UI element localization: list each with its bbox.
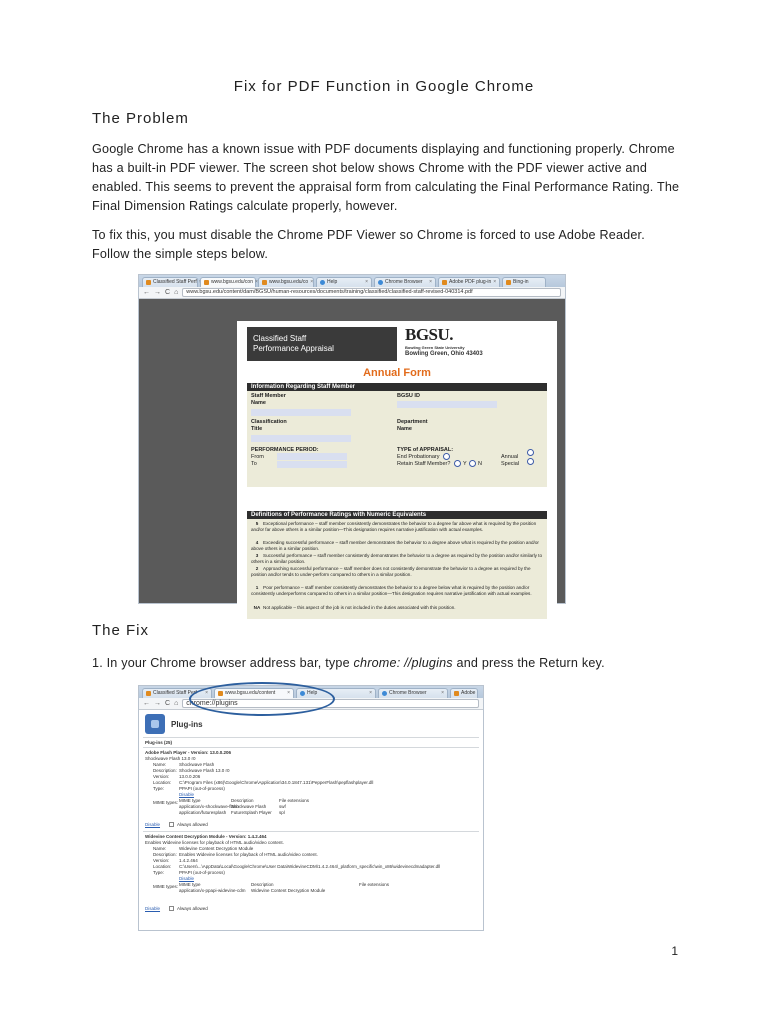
browser-toolbar <box>139 287 565 299</box>
tab-strip <box>139 275 565 287</box>
close-icon: × <box>254 279 258 285</box>
tab: Chrome Browser × <box>378 688 448 698</box>
radio-button <box>443 453 450 460</box>
form-title: Annual Form <box>363 367 431 379</box>
close-icon: × <box>429 279 432 285</box>
problem-heading: The Problem <box>92 110 189 127</box>
rating-definition: NA Not applicable – this aspect of the job is not included in the duties associated with this position. <box>253 605 456 610</box>
tab: Chrome Browser × <box>374 277 436 287</box>
tab: www.bgsu.edu/co × <box>258 277 314 287</box>
tab: Classified Staff Perf <box>142 277 198 287</box>
tab: www.bgsu.edu/con × <box>200 277 256 287</box>
section-bar: Information Regarding Staff Member <box>247 383 547 391</box>
form-field <box>251 409 351 416</box>
tab: Bing-in <box>502 277 546 287</box>
problem-paragraph-1: Google Chrome has a known issue with PDF documents displaying and functioning properly. Chrome has a built-in PDF viewer. The screen shot below shows Chrome with the PDF viewer active and enabled. This seems to prevent the appraisal form from calculating the Final Performance Rating. The Final Dimension Ratings calculate properly, however. <box>92 142 680 213</box>
form-field <box>397 401 497 408</box>
bgsu-logo: BGSU. <box>405 325 454 344</box>
close-icon: × <box>310 279 314 285</box>
divider <box>143 747 479 748</box>
fix-step-1: 1. In your Chrome browser address bar, type chrome: //plugins and press the Return key. <box>92 656 605 670</box>
tab: Help × <box>296 688 376 698</box>
reload-icon: C <box>165 700 171 707</box>
chrome-icon <box>320 280 325 285</box>
chrome-plugins-screenshot <box>138 685 484 931</box>
form-field <box>251 435 351 442</box>
page-icon <box>204 280 209 285</box>
problem-paragraph-2: To fix this, you must disable the Chrome PDF Viewer so Chrome is forced to use Adobe Reader. Follow the simple steps below. <box>92 228 645 261</box>
logo-subtitle: Bowling Green State University <box>405 345 465 350</box>
page-icon <box>442 280 447 285</box>
radio-button <box>527 458 534 465</box>
plugin-name: Widevine Content Decryption Module - Version: 1.4.2.464 <box>145 834 267 839</box>
reload-icon: C <box>165 289 171 296</box>
page-icon <box>506 280 511 285</box>
rating-definition: 1 Poor performance – staff member consistently demonstrates the behavior to a degree below what is required by the position and/or consistently underperforms compared to others in a similar position—This designation requires narrative justification with actual examples. <box>251 585 532 596</box>
section-bar: Definitions of Performance Ratings with Numeric Equivalents <box>247 511 547 519</box>
close-icon: × <box>369 690 372 696</box>
close-icon: × <box>287 690 290 696</box>
disable-link: Disable <box>179 792 195 797</box>
puzzle-piece-icon <box>145 714 165 734</box>
pdf-viewer <box>139 299 565 610</box>
tab: Adobe PDF plug-in × <box>438 277 500 287</box>
rating-definition: 2 Approaching successful performance – staff member does not consistently demonstrate the behavior to a degree as required by the position and/or tends to under-perform compared to others in a similar position. <box>251 566 531 577</box>
chrome-icon <box>378 280 383 285</box>
chrome-icon <box>382 691 387 696</box>
home-icon: ⌂ <box>174 289 179 296</box>
divider <box>143 737 479 738</box>
plugins-page: Plug-ins Plug-ins (25) Adobe Flash Player - Version: 13.0.0.206 Shockwave Flash 13.0 r0 Name: Shockwave Flash Description: Shockwave Flash 13.0 r0 Version: 13.0.0.206 Location: C:\Program Files (x86)\Google\Chrome\Application\34.0.1847.131\PepperFlash\pepflashplayer.dll Type: PPAPI (out-of-process) Disable MIME types: MIME type Description File extensions application/x-shockwave-flash Shockwave Flash swf application/futuresplash FutureSplash Player spl Disable Always allowed Widevine Content Decryption Module - Version: 1.4.2.464 Enables Widevine licenses for playback of HTML audio/video content. Name: Widevine Content Decryption Module Description: Enables Widevine licenses for playback of HTML audio/video content. Version: 1.4.2.464 Location: C:\Users\...\AppData\Local\Google\Chrome\User Data\WidevineCDM\1.4.2.464\_platform_specific\win_x86\widevinecdmadapter.dll Type: PPAPI (out-of-process) Disable MIME types: MIME type Description File extensions application/x-ppapi-widevine-cdm Widevine Content Decryption Module Disable Always allowed <box>139 710 483 930</box>
plugin-name: Adobe Flash Player - Version: 13.0.0.206 <box>145 750 232 755</box>
close-icon: × <box>441 690 444 696</box>
chrome-pdf-screenshot <box>138 274 566 610</box>
disable-link: Disable <box>145 906 161 911</box>
always-allowed-checkbox <box>169 906 174 911</box>
divider <box>143 831 479 832</box>
address-bar-highlight <box>189 682 335 716</box>
rating-definition: 4 Exceeding successful performance – staff member demonstrates the behavior to a degree above what is required by the position and/or above others in a similar position. <box>251 540 539 551</box>
staff-info-section: Staff Member Name BGSU ID Classification Title Department Name PERFORMANCE PERIOD: From To TYPE of APPRAISAL: End Probationary Annual Retain Staff Member? Y N Special <box>247 391 547 487</box>
page-title: Plug-ins <box>171 720 203 729</box>
always-allowed-checkbox <box>169 822 174 827</box>
document-title: Fix for PDF Function in Google Chrome <box>233 78 535 95</box>
tab: www.bgsu.edu/content × <box>214 688 294 698</box>
address-text: Bowling Green, Ohio 43403 <box>405 351 483 357</box>
pdf-icon <box>146 691 151 696</box>
fix-heading: The Fix <box>92 622 150 639</box>
tab: Classified Staff Perf × <box>142 688 212 698</box>
rating-definition: 5 Exceptional performance – staff member consistently demonstrates the behavior to a degree far above what is required by the position and/or far above others in a similar position—This designation requires narrative justification with actual examples. <box>251 521 537 532</box>
page-icon <box>262 280 267 285</box>
back-icon: ← <box>143 700 150 707</box>
back-icon: ← <box>143 289 150 296</box>
home-icon: ⌂ <box>174 700 179 707</box>
page-number: 1 <box>671 944 678 958</box>
radio-button <box>469 460 476 467</box>
address-bar: chrome://plugins <box>182 699 479 708</box>
page-icon <box>454 691 459 696</box>
tab: Help × <box>316 277 372 287</box>
close-icon: × <box>365 279 368 285</box>
tab: Adobe <box>450 688 478 698</box>
close-icon: × <box>493 279 497 285</box>
disable-link: Disable <box>145 822 161 827</box>
forward-icon: → <box>154 289 161 296</box>
radio-button <box>527 449 534 456</box>
form-field <box>277 453 347 460</box>
pdf-icon <box>146 280 151 285</box>
forward-icon: → <box>154 700 161 707</box>
address-bar: www.bgsu.edu/content/dam/BGSU/human-resources/documents/training/classified/classified-staff-revised-040314.pdf <box>182 288 561 297</box>
pdf-page <box>237 321 557 621</box>
pdf-header: Classified Staff Performance Appraisal <box>247 327 397 361</box>
radio-button <box>454 460 461 467</box>
rating-definition: 3 Successful performance – staff member consistently demonstrates the behavior to a degree as required by the position and/or similarly to others in a similar position. <box>251 553 543 564</box>
form-field <box>277 461 347 468</box>
close-icon: × <box>205 690 208 696</box>
disable-link: Disable <box>179 876 195 881</box>
